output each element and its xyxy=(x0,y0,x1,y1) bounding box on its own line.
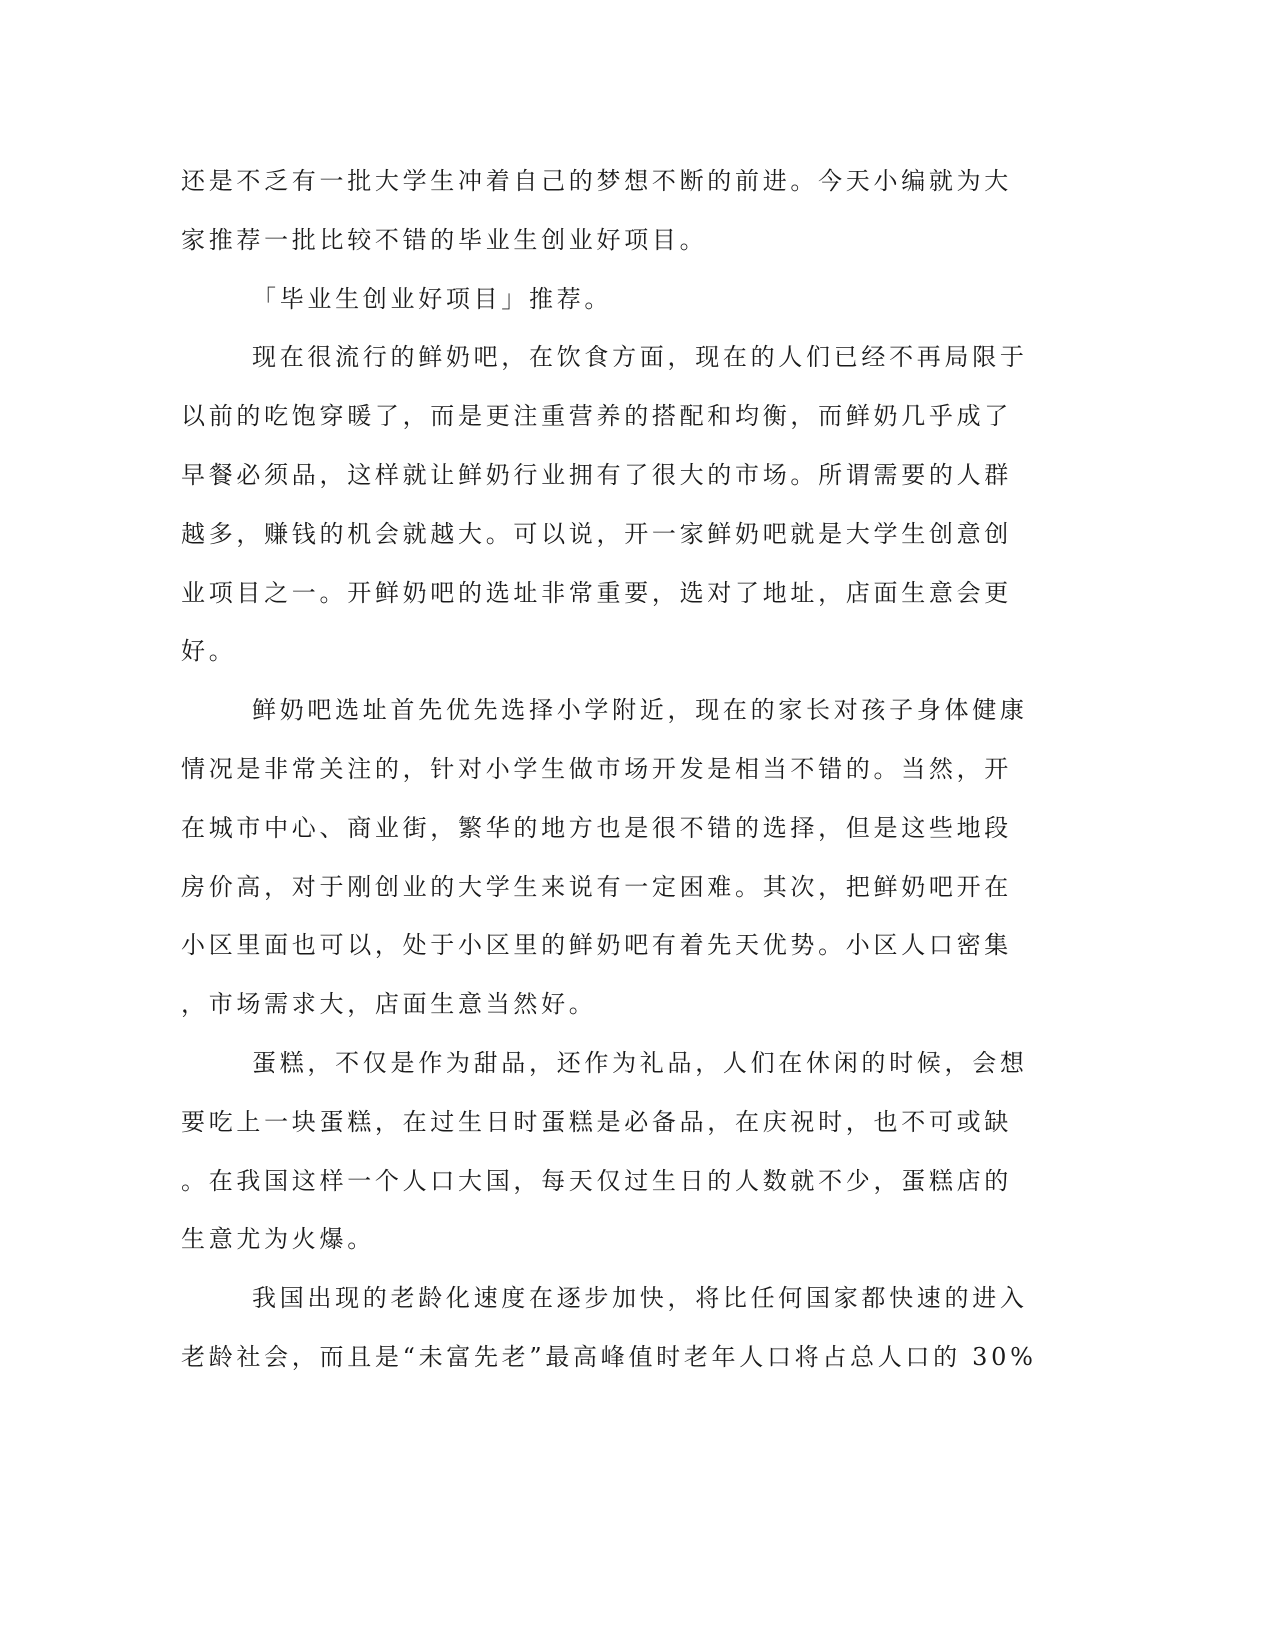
paragraph-cake-shop xyxy=(181,1034,1041,1269)
text-line: ，市场需求大，店面生意当然好。 xyxy=(181,990,597,1019)
paragraph-aging-society xyxy=(181,1269,1041,1387)
text-line: 。在我国这样一个人口大国，每天仅过生日的人数就不少，蛋糕店的 xyxy=(181,1166,1012,1195)
text-line: 小区里面也可以，处于小区里的鲜奶吧有着先天优势。小区人口密集 xyxy=(181,931,1012,960)
text-line: 在城市中心、商业街，繁华的地方也是很不错的选择，但是这些地段 xyxy=(181,813,1012,842)
text-line: 好。 xyxy=(181,637,237,666)
text-line: 要吃上一块蛋糕，在过生日时蛋糕是必备品，在庆祝时，也不可或缺 xyxy=(181,1107,1012,1136)
text-line: 早餐必须品，这样就让鲜奶行业拥有了很大的市场。所谓需要的人群 xyxy=(181,460,1012,489)
text-line: 情况是非常关注的，针对小学生做市场开发是相当不错的。当然，开 xyxy=(181,754,1012,783)
section-heading: 「毕业生创业好项目」推荐。 xyxy=(252,284,613,313)
paragraph-milk-bar-location xyxy=(181,681,1041,1034)
text-line: 以前的吃饱穿暖了，而是更注重营养的搭配和均衡，而鲜奶几乎成了 xyxy=(181,402,1012,431)
text-line: 房价高，对于刚创业的大学生来说有一定困难。其次，把鲜奶吧开在 xyxy=(181,872,1012,901)
paragraph-milk-bar xyxy=(181,328,1041,681)
text-line: 我国出现的老龄化速度在逐步加快，将比任何国家都快速的进入 xyxy=(252,1284,1028,1313)
text-line: 老龄社会，而且是“未富先老”最高峰值时老年人口将占总人口的 30% xyxy=(181,1342,1037,1371)
text-line: 蛋糕，不仅是作为甜品，还作为礼品，人们在休闲的时候，会想 xyxy=(252,1048,1028,1077)
text-line: 还是不乏有一批大学生冲着自己的梦想不断的前进。今天小编就为大 xyxy=(181,167,1012,195)
text-line: 家推荐一批比较不错的毕业生创业好项目。 xyxy=(181,225,708,254)
paragraph-section-heading xyxy=(181,270,1041,329)
paragraph-intro-continued xyxy=(181,152,1041,270)
body-text xyxy=(181,152,1041,1387)
text-line: 越多，赚钱的机会就越大。可以说，开一家鲜奶吧就是大学生创意创 xyxy=(181,519,1012,548)
text-line: 鲜奶吧选址首先优先选择小学附近，现在的家长对孩子身体健康 xyxy=(252,696,1028,725)
text-line: 业项目之一。开鲜奶吧的选址非常重要，选对了地址，店面生意会更 xyxy=(181,578,1012,607)
text-line: 生意尤为火爆。 xyxy=(181,1225,375,1254)
text-line: 现在很流行的鲜奶吧，在饮食方面，现在的人们已经不再局限于 xyxy=(252,343,1028,372)
